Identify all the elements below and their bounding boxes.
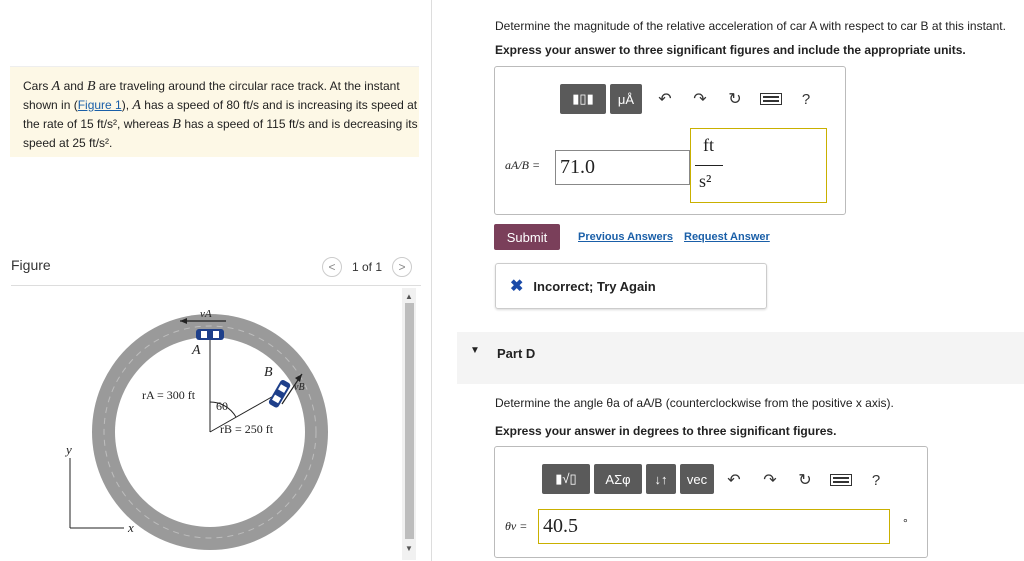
partd-variable-label: θv =	[505, 519, 528, 533]
scroll-up-icon[interactable]: ▲	[405, 292, 413, 301]
undo-icon[interactable]: ↶	[658, 91, 672, 108]
template-sqrt-button[interactable]	[542, 464, 590, 494]
car-a	[196, 329, 224, 340]
x-icon: ✖	[510, 278, 524, 295]
figure-page-indicator: 1 of 1	[352, 260, 383, 274]
units-icon: μÅ	[617, 91, 635, 107]
help-button[interactable]: ?	[801, 90, 811, 108]
sqrt-template-icon: ▮√▯	[555, 471, 577, 486]
keyboard-icon[interactable]	[828, 470, 854, 490]
vec-button[interactable]: vec	[680, 464, 714, 494]
feedback-box	[495, 263, 767, 309]
reset-icon[interactable]: ↻	[728, 91, 742, 108]
unit-denominator: s²	[699, 171, 712, 191]
car-a-symbol: A	[51, 79, 61, 94]
problem-statement: Cars A and B are traveling around the circular race track. At the instant shown in (Figure 1), A has a speed of 80 ft/s and is increasing its speed at the rate of 15 ft/s², whereas B has a speed of 115 ft/s and is decreasing its speed at 25 ft/s².	[23, 79, 418, 150]
figure-pager	[322, 257, 412, 277]
partc-question: Determine the magnitude of the relative acceleration of car A with respect to car B at this instant.	[495, 19, 1006, 33]
partc-variable-label: aA/B =	[505, 158, 541, 172]
label-a: A	[192, 343, 201, 358]
figure-link[interactable]: Figure 1	[77, 98, 122, 112]
partd-question: Determine the angle θa of aA/B (counterclockwise from the positive x axis).	[495, 396, 894, 410]
figure-title: Figure	[11, 257, 51, 273]
redo-icon[interactable]: ↷	[693, 91, 707, 108]
unit-numerator: ft	[703, 135, 714, 155]
units-button[interactable]	[610, 84, 642, 114]
template-button[interactable]	[560, 84, 606, 114]
chevron-down-icon[interactable]: ▼	[470, 345, 480, 356]
label-ra: rA = 300 ft	[142, 388, 196, 402]
panel-divider	[431, 0, 432, 561]
car-b-symbol: B	[86, 79, 96, 94]
partd-header[interactable]	[457, 332, 1024, 384]
help-button[interactable]: ?	[871, 471, 881, 489]
unit-fraction-bar	[695, 165, 723, 166]
partd-unit-label: °	[903, 516, 908, 530]
sort-arrows-button[interactable]: ↓↑	[646, 464, 676, 494]
partd-instruction: Express your answer in degrees to three significant figures.	[495, 424, 837, 438]
redo-icon[interactable]: ↷	[763, 472, 777, 489]
greek-button[interactable]: ΑΣφ	[594, 464, 642, 494]
label-b: B	[264, 365, 273, 380]
label-x-axis: x	[128, 520, 134, 535]
figure-prev-button[interactable]: <	[322, 257, 342, 277]
label-vb: vB	[294, 382, 305, 393]
label-va: vA	[200, 308, 212, 320]
race-track-figure	[40, 290, 400, 560]
partc-unit-input[interactable]	[690, 128, 827, 203]
feedback-text: Incorrect; Try Again	[533, 278, 656, 294]
figure-scroll-thumb[interactable]	[405, 303, 414, 539]
partc-instruction: Express your answer to three significant figures and include the appropriate units.	[495, 43, 966, 57]
partd-title: Part D	[497, 346, 536, 361]
partd-value-input[interactable]: 40.5	[538, 509, 890, 544]
keyboard-icon[interactable]	[758, 89, 784, 109]
partc-value-input[interactable]: 71.0	[555, 150, 690, 185]
request-answer-link[interactable]: Request Answer	[684, 231, 770, 243]
scroll-down-icon[interactable]: ▼	[405, 544, 413, 553]
previous-answers-link[interactable]: Previous Answers	[578, 231, 673, 243]
undo-icon[interactable]: ↶	[727, 472, 741, 489]
figure-divider	[11, 285, 421, 286]
template-icon: ▮▯▮	[572, 91, 594, 106]
label-rb: rB = 250 ft	[220, 422, 274, 436]
label-angle: 60	[216, 399, 228, 413]
reset-icon[interactable]: ↻	[798, 472, 812, 489]
label-y-axis: y	[66, 442, 72, 457]
submit-button[interactable]: Submit	[494, 224, 560, 250]
figure-next-button[interactable]: >	[392, 257, 412, 277]
